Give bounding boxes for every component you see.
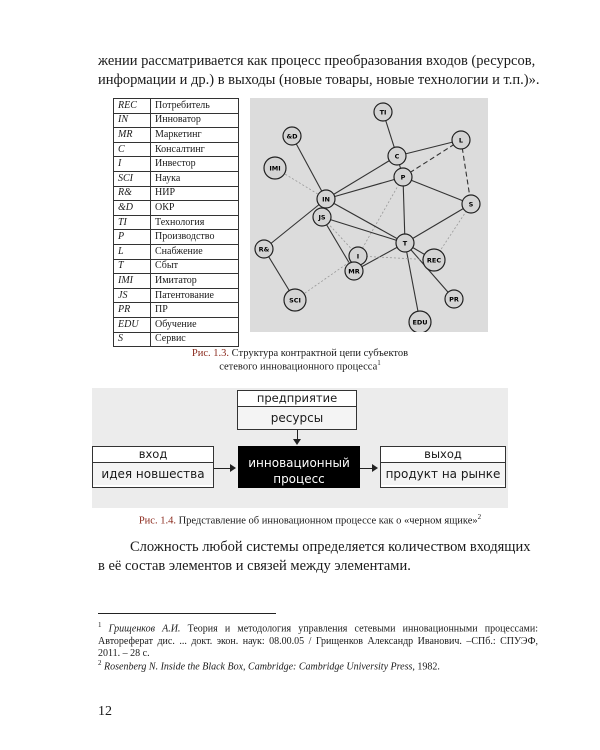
svg-text:IN: IN <box>322 195 330 204</box>
figure-label: Рис. 1.4. <box>138 515 176 527</box>
legend-code: EDU <box>114 317 151 332</box>
arrow-right-icon <box>372 464 378 472</box>
table-row <box>114 113 239 128</box>
legend-name: Сбыт <box>151 259 239 274</box>
footnote-text: , 1982. <box>412 661 440 673</box>
svg-text:I: I <box>356 252 360 261</box>
output-header: выход <box>381 447 505 463</box>
table-row <box>114 99 239 114</box>
intro-line-2: информации и др.) в выходы (новые товары, новые технологии и т.п.)». <box>98 72 540 88</box>
enterprise-box <box>237 390 357 430</box>
svg-text:EDU: EDU <box>412 318 428 327</box>
table-row <box>114 303 239 318</box>
legend-code: C <box>114 142 151 157</box>
table-row <box>114 157 239 172</box>
network-node <box>396 234 414 252</box>
input-body: идея новшества <box>93 463 213 485</box>
network-node <box>345 262 363 280</box>
svg-text:P: P <box>400 173 406 182</box>
table-row <box>114 171 239 186</box>
legend-code: T <box>114 259 151 274</box>
network-node <box>409 311 431 332</box>
legend-name: Потребитель <box>151 99 239 114</box>
network-edge <box>403 140 461 177</box>
svg-text:MR: MR <box>348 267 360 276</box>
network-edge <box>292 136 326 199</box>
svg-text:JS: JS <box>318 213 326 222</box>
figure-1-4-caption <box>100 513 520 527</box>
legend-code: &D <box>114 201 151 216</box>
network-node <box>317 190 335 208</box>
legend-code: I <box>114 157 151 172</box>
network-edge <box>326 156 397 199</box>
legend-code: JS <box>114 288 151 303</box>
svg-text:T: T <box>402 239 408 248</box>
svg-text:TI: TI <box>379 108 387 117</box>
legend-code: R& <box>114 186 151 201</box>
legend-name: Имитатор <box>151 274 239 289</box>
arrow-right-icon <box>230 464 236 472</box>
legend-name: Наука <box>151 171 239 186</box>
network-node <box>445 290 463 308</box>
caption-text: Представление об инновационном процессе как о «черном ящике» <box>175 515 478 527</box>
enterprise-body: ресурсы <box>238 407 356 429</box>
footnote-text: Теория и методология управления сетевыми инновационными процессами: Автореферат дис. ... докт. экон. наук: 08.00.05 / Грищенков Александр Иванович. –СПб.: СПУЭФ, 2011. – 28 с. <box>98 623 538 660</box>
legend-name: Маркетинг <box>151 128 239 143</box>
legend-name: Инвестор <box>151 157 239 172</box>
footnote-ref[interactable]: 2 <box>477 513 482 521</box>
input-header: вход <box>93 447 213 463</box>
process-line-2: процесс <box>273 472 325 486</box>
network-node <box>374 103 392 121</box>
table-row <box>114 244 239 259</box>
process-line-1: инновационный <box>248 456 350 470</box>
network-edge <box>326 199 405 243</box>
legend-code: L <box>114 244 151 259</box>
svg-text:R&: R& <box>258 245 270 254</box>
legend-code: SCI <box>114 171 151 186</box>
network-edge <box>403 177 405 243</box>
footnote-2 <box>98 657 538 674</box>
enterprise-header: предприятие <box>238 391 356 407</box>
svg-text:IMI: IMI <box>269 164 281 173</box>
legend-name: Обучение <box>151 317 239 332</box>
network-edge <box>405 243 420 322</box>
network-node <box>284 289 306 311</box>
network-node <box>423 249 445 271</box>
table-row <box>114 317 239 332</box>
body-line-1: Сложность любой системы определяется количеством входящих <box>130 539 531 555</box>
figure-label: Рис. 1.3. <box>191 348 230 359</box>
network-node <box>394 168 412 186</box>
footnote-source: Rosenberg N. Inside the Black Box, Cambridge: Cambridge University Press <box>104 661 413 673</box>
innovation-process-black-box <box>238 446 360 488</box>
svg-text:REC: REC <box>426 256 442 265</box>
network-edge <box>405 204 471 243</box>
figure-1-3-caption <box>150 348 450 373</box>
footnote-1 <box>98 619 538 661</box>
output-body: продукт на рынке <box>381 463 505 485</box>
legend-name: Производство <box>151 230 239 245</box>
legend-name: Сервис <box>151 332 239 347</box>
legend-name: Технология <box>151 215 239 230</box>
table-row <box>114 128 239 143</box>
network-node <box>462 195 480 213</box>
body-line-2: в её состав элементов и связей между элементами. <box>98 558 411 574</box>
footnote-ref[interactable]: 1 <box>377 359 381 367</box>
network-node <box>388 147 406 165</box>
footnote-separator <box>98 613 276 614</box>
intro-paragraph <box>98 52 538 90</box>
network-edge <box>403 177 471 204</box>
network-node <box>255 240 273 258</box>
legend-name: ОКР <box>151 201 239 216</box>
footnote-author: Грищенков А.И. <box>108 623 181 635</box>
footnote-number: 2 <box>98 659 102 667</box>
legend-code: P <box>114 230 151 245</box>
legend-code: S <box>114 332 151 347</box>
table-row <box>114 142 239 157</box>
table-row <box>114 332 239 347</box>
network-graph <box>250 98 488 332</box>
svg-text:&D: &D <box>286 132 298 141</box>
svg-text:SCI: SCI <box>289 296 301 305</box>
legend-name: Снабжение <box>151 244 239 259</box>
table-row <box>114 201 239 216</box>
body-paragraph <box>98 538 548 576</box>
black-box-diagram <box>92 388 508 508</box>
network-diagram <box>250 98 488 332</box>
svg-text:C: C <box>394 152 400 161</box>
legend-code: REC <box>114 99 151 114</box>
legend-name: Патентование <box>151 288 239 303</box>
network-node <box>283 127 301 145</box>
legend-name: ПР <box>151 303 239 318</box>
table-row <box>114 274 239 289</box>
table-row <box>114 230 239 245</box>
legend-code: PR <box>114 303 151 318</box>
legend-name: Консалтинг <box>151 142 239 157</box>
caption-text-2: сетевого инновационного процесса <box>219 361 378 373</box>
input-box <box>92 446 214 488</box>
legend-name: НИР <box>151 186 239 201</box>
legend-name: Инноватор <box>151 113 239 128</box>
network-node <box>452 131 470 149</box>
network-edge <box>397 140 461 156</box>
table-row <box>114 215 239 230</box>
svg-text:L: L <box>458 136 464 145</box>
table-row <box>114 186 239 201</box>
legend-code: IMI <box>114 274 151 289</box>
svg-text:PR: PR <box>449 295 459 304</box>
network-edge <box>461 140 471 204</box>
footnote-number: 1 <box>98 621 102 629</box>
svg-text:S: S <box>468 200 474 209</box>
intro-line-1: жении рассматривается как процесс преобразования входов (ресурсов, <box>98 53 536 69</box>
page-number: 12 <box>98 704 112 719</box>
table-row <box>114 288 239 303</box>
legend-code: MR <box>114 128 151 143</box>
network-edge <box>326 177 403 199</box>
legend-code: TI <box>114 215 151 230</box>
network-node <box>264 157 286 179</box>
legend-code: IN <box>114 113 151 128</box>
arrow-down-icon <box>293 439 301 445</box>
caption-text: Структура контрактной цепи субъектов <box>229 348 409 359</box>
legend-table <box>113 98 239 347</box>
output-box <box>380 446 506 488</box>
network-node <box>313 208 331 226</box>
table-row <box>114 259 239 274</box>
